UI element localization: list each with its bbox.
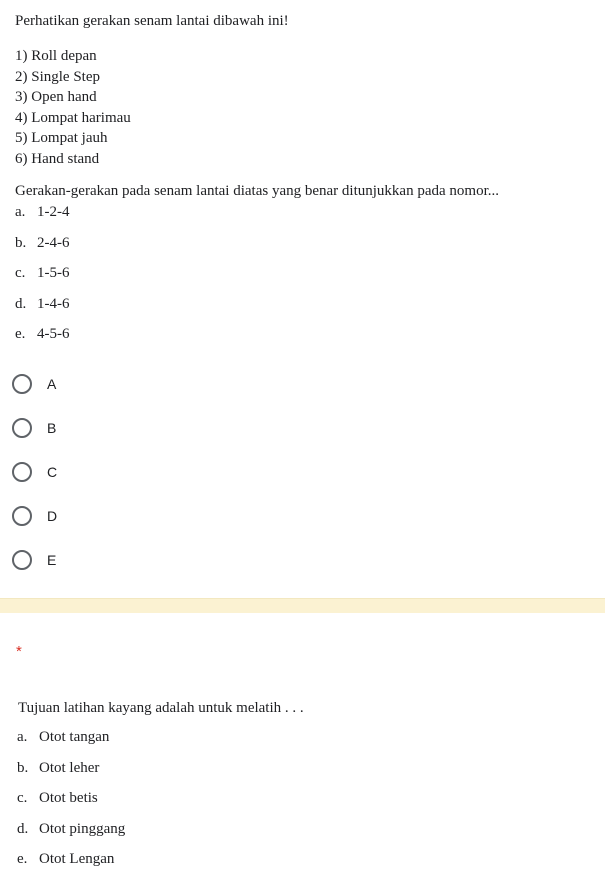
option-letter: c. bbox=[17, 790, 28, 806]
option-item bbox=[15, 289, 600, 320]
option-text: 1-4-6 bbox=[37, 295, 70, 312]
option-letter: d. bbox=[17, 820, 29, 837]
radio-label: A bbox=[47, 376, 57, 392]
question-1-intro: Perhatikan gerakan senam lantai dibawah ini! bbox=[15, 13, 289, 29]
option-item bbox=[15, 197, 600, 228]
radio-button-icon[interactable] bbox=[12, 418, 32, 438]
move-item: 3) Open hand bbox=[15, 89, 97, 105]
option-letter: a. bbox=[17, 729, 28, 745]
option-item bbox=[17, 753, 597, 784]
option-item bbox=[15, 258, 600, 289]
section-divider bbox=[0, 598, 605, 613]
option-letter: e. bbox=[17, 851, 28, 867]
option-letter: c. bbox=[15, 265, 26, 281]
question-1-prompt: Gerakan-gerakan pada senam lantai diatas yang benar ditunjukkan pada nomor... bbox=[15, 183, 499, 199]
radio-label: D bbox=[47, 508, 58, 524]
radio-label: C bbox=[47, 464, 58, 480]
radio-label: E bbox=[47, 552, 57, 568]
question-2-option-list bbox=[17, 722, 597, 875]
option-text: 2-4-6 bbox=[37, 234, 70, 251]
radio-option-b[interactable] bbox=[12, 406, 57, 450]
move-item: 5) Lompat jauh bbox=[15, 130, 108, 146]
option-letter: e. bbox=[15, 326, 26, 342]
option-text: Otot pinggang bbox=[39, 820, 126, 837]
option-text: 1-2-4 bbox=[37, 204, 70, 220]
option-text: Otot leher bbox=[39, 759, 100, 776]
radio-option-e[interactable] bbox=[12, 538, 57, 582]
question-2-prompt: Tujuan latihan kayang adalah untuk melatih . . . bbox=[18, 700, 304, 716]
question-1 bbox=[15, 12, 600, 350]
option-item bbox=[15, 228, 600, 259]
radio-button-icon[interactable] bbox=[12, 506, 32, 526]
option-letter: d. bbox=[15, 295, 27, 312]
question-2 bbox=[17, 699, 597, 875]
option-item bbox=[17, 844, 597, 875]
move-item: 2) Single Step bbox=[15, 68, 100, 85]
move-item: 1) Roll depan bbox=[15, 48, 97, 64]
move-item: 6) Hand stand bbox=[15, 150, 100, 167]
option-item bbox=[17, 783, 597, 814]
radio-option-c[interactable] bbox=[12, 450, 57, 494]
option-item bbox=[17, 722, 597, 753]
option-text: Otot Lengan bbox=[39, 851, 115, 867]
option-letter: a. bbox=[15, 204, 26, 220]
option-text: Otot tangan bbox=[39, 729, 110, 745]
move-item: 4) Lompat harimau bbox=[15, 109, 131, 126]
option-letter: b. bbox=[17, 759, 29, 776]
radio-button-icon[interactable] bbox=[12, 550, 32, 570]
option-text: Otot betis bbox=[39, 790, 98, 806]
radio-label: B bbox=[47, 420, 57, 436]
option-text: 4-5-6 bbox=[37, 326, 70, 342]
option-item bbox=[17, 814, 597, 845]
radio-option-d[interactable] bbox=[12, 494, 57, 538]
radio-option-a[interactable] bbox=[12, 362, 57, 406]
option-text: 1-5-6 bbox=[37, 265, 70, 281]
radio-button-icon[interactable] bbox=[12, 462, 32, 482]
option-letter: b. bbox=[15, 234, 27, 251]
question-1-option-list bbox=[15, 197, 600, 350]
moves-list bbox=[15, 46, 600, 169]
option-item bbox=[15, 319, 600, 350]
radio-button-icon[interactable] bbox=[12, 374, 32, 394]
required-asterisk: * bbox=[16, 643, 22, 660]
answer-radio-group bbox=[12, 362, 57, 582]
